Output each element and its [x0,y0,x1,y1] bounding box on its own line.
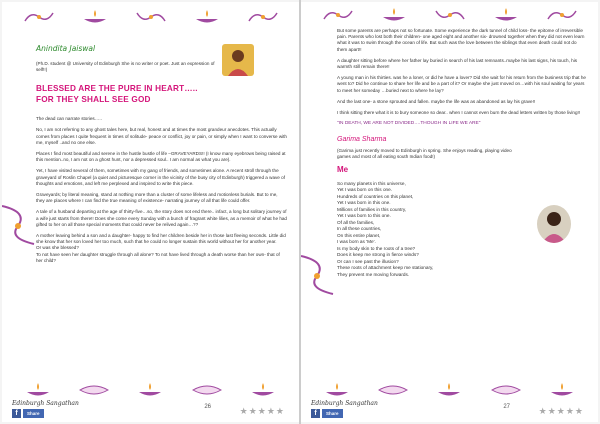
author-name: Anindita Jaiswal [36,44,96,53]
facebook-icon: f [311,409,320,418]
paragraph: Yet, I have visited several of them, sometimes with my gang of friends, and sometimes alone. A recent stroll through the graveyard of Roslin Chapel (a quiet and picturesque corner in the vicinity of the busy city of Edinburgh) triggered a wave of thoughts and emotions, and left me perplexed and inspired to write this piece. [36,168,285,186]
paragraph: A daughter sitting before where her father lay buried in search of his last remnants..maybe his last signs, his touch, his warmth still remain there!! [337,57,578,70]
poem-line: Of all the families, [337,219,375,225]
diya-lamp-icon [491,6,521,24]
diya-lamp-icon [135,381,165,399]
paisley-ornament-icon [247,9,279,25]
paisley-ornament-icon [377,382,409,398]
article-headline [36,84,287,105]
share-label: Share [23,409,44,418]
bottom-ornament-row [309,380,590,400]
diya-lamp-icon [379,6,409,24]
author-photo [222,44,254,76]
right-footer [311,400,588,418]
diya-lamp-icon [434,381,464,399]
poem-line: In all these countries, [337,226,382,232]
poem-line: These roots of attachment keep me stationary, [337,265,434,271]
poem-line: Yet I was born on this one. [337,187,393,193]
diya-lamp-icon [322,381,352,399]
diya-lamp-icon [547,381,577,399]
paragraph: And the last one- a stone sprouted and fallen. maybe the life was as abandoned as lay his grave!! [337,98,536,104]
rating-stars[interactable]: ★★★★★ [538,406,584,416]
poem-line: I was born as 'Me'. [337,239,376,245]
author-bio: (Garima just recently moved to Edinburgh in spring. She enjoys reading, playing video games and most of all eating south Indian food!) [337,147,512,159]
headline-line-1: BLESSED ARE THE PURE IN HEART….. [36,84,198,94]
top-ornament-row [309,2,590,28]
magazine-logo: Edinburgh Sangathan [12,400,79,407]
share-label: Share [322,409,343,418]
paragraph: Places I find most beautiful and serene in the hustle bustle of life –GRAVEYARDS!! (I know many eyebrows being raised at this mention..no, I am not on a ghost hunt, nor a depressed soul.. I am normal as what you are). [36,151,286,163]
paragraph: The dead can narrate stories….. [36,116,102,122]
paisley-ornament-icon [434,7,466,23]
left-footer [12,400,289,418]
author-name: Garima Sharma [337,136,387,144]
poem-line: So many planets in this universe, [337,180,406,186]
headline-line-2: FOR THEY SHALL SEE GOD [36,94,151,104]
paragraph: A young man in his thirties. was he a loner, or did he have a lover? Did she wait for his return from the business trip that he went to? Did he continue to share her life and be a part of it? Or maybe she just moved on…with his soul waiting for years to meet her someday …buried next to where he lay? [337,75,586,93]
poem-line: Yet I was born to this one. [337,213,391,219]
facebook-share-button[interactable] [311,409,343,418]
magazine-logo: Edinburgh Sangathan [311,400,378,407]
paisley-ornament-icon [191,382,223,398]
right-page [301,2,598,422]
left-page [2,2,299,422]
paragraph: No, I am not referring to any ghost tales here, but real, honest and at times the most grandeur anecdotes. This actually comes from places I quite frequent in times of solitude- peace or conflict, joy or pain, or simply when I want to converse with me, myself ..and no one else. [36,127,287,145]
bottom-ornament-row [10,380,291,400]
paragraph: Graveyards; by literal meaning, stand at nothing more than a cluster of some lifeless and motionless burials. But to me, they are places where I can find the true meaning of existence- narrating journey of all that life could offer. [36,192,278,204]
paisley-ornament-icon [135,9,167,25]
poem-line: Millions of families in this country, [337,206,407,212]
paragraph: I think sitting there what it is to bury someone so dear.. when I cannot even burn the dead letters written by those living!! [337,110,581,116]
paisley-ornament-icon [546,7,578,23]
poem-line: Hundreds of countries on this planet, [337,193,414,199]
diya-lamp-icon [248,381,278,399]
left-article [36,40,287,382]
author-bio: (Ph.D. student @ University of Edinburgh She is no writer or poet. Just an expression of self!!) [36,61,215,73]
poem-line: Does it keep me strong in fierce winds? [337,252,419,258]
page-number: 26 [204,404,211,410]
poem-line: Yet I was born in this one. [337,200,391,206]
top-ornament-row [10,4,291,30]
poem-line: On this entire planet, [337,232,381,238]
poem-line: Is my body skin to the roots of a tree? [337,245,416,251]
poem-title: Me [337,164,349,174]
paisley-ornament-icon [322,7,354,23]
pull-quote: "IN DEATH, WE ARE NOT DIVIDED….THOUGH IN LIFE WE ARE" [337,121,481,127]
diya-lamp-icon [192,8,222,26]
diya-lamp-icon [23,381,53,399]
rating-stars[interactable]: ★★★★★ [239,406,285,416]
diya-lamp-icon [80,8,110,26]
page-number: 27 [503,404,510,410]
facebook-share-button[interactable] [12,409,44,418]
paragraph: A tale of a husband departing at the age of thirty-five…so, the story does not end there.. infact, a long but solitary journey of a wife just starts from there!! Does she come every Sunday with a bunch of fragrant white lilies, as a memoir of what he had gifted to her on all those special moments that could never be relived again…?? [36,209,287,227]
facebook-icon: f [12,409,21,418]
author-photo [537,205,571,243]
paisley-ornament-icon [23,9,55,25]
paragraph: A mother leaving behind a son and a daughter- happy to find her children beside her in those last fleeing seconds. Little did she know that her son loved her too much, such that he could no longer sustain this world without her for another year. Or was she blessed? To not have seen her daughter struggle through all alone? To not have lived through a death worse than her own- that of her child? [36,233,286,263]
paisley-ornament-icon [490,382,522,398]
paisley-ornament-icon [78,382,110,398]
poem-line: Or can I see past the illusion? [337,258,399,264]
paragraph: But some parents are perhaps not so fortunate. Some experience the dark tunnel of child loss- the epitome of irreversible pain. Parents who lost both their children- one aged eight and another six- drowned together when they did not even learn what it was to swim through the ocean of life. But such was the love between the siblings that even death could not do them apart!! [337,28,585,52]
poem-line: They prevent me moving forwards. [337,271,410,277]
